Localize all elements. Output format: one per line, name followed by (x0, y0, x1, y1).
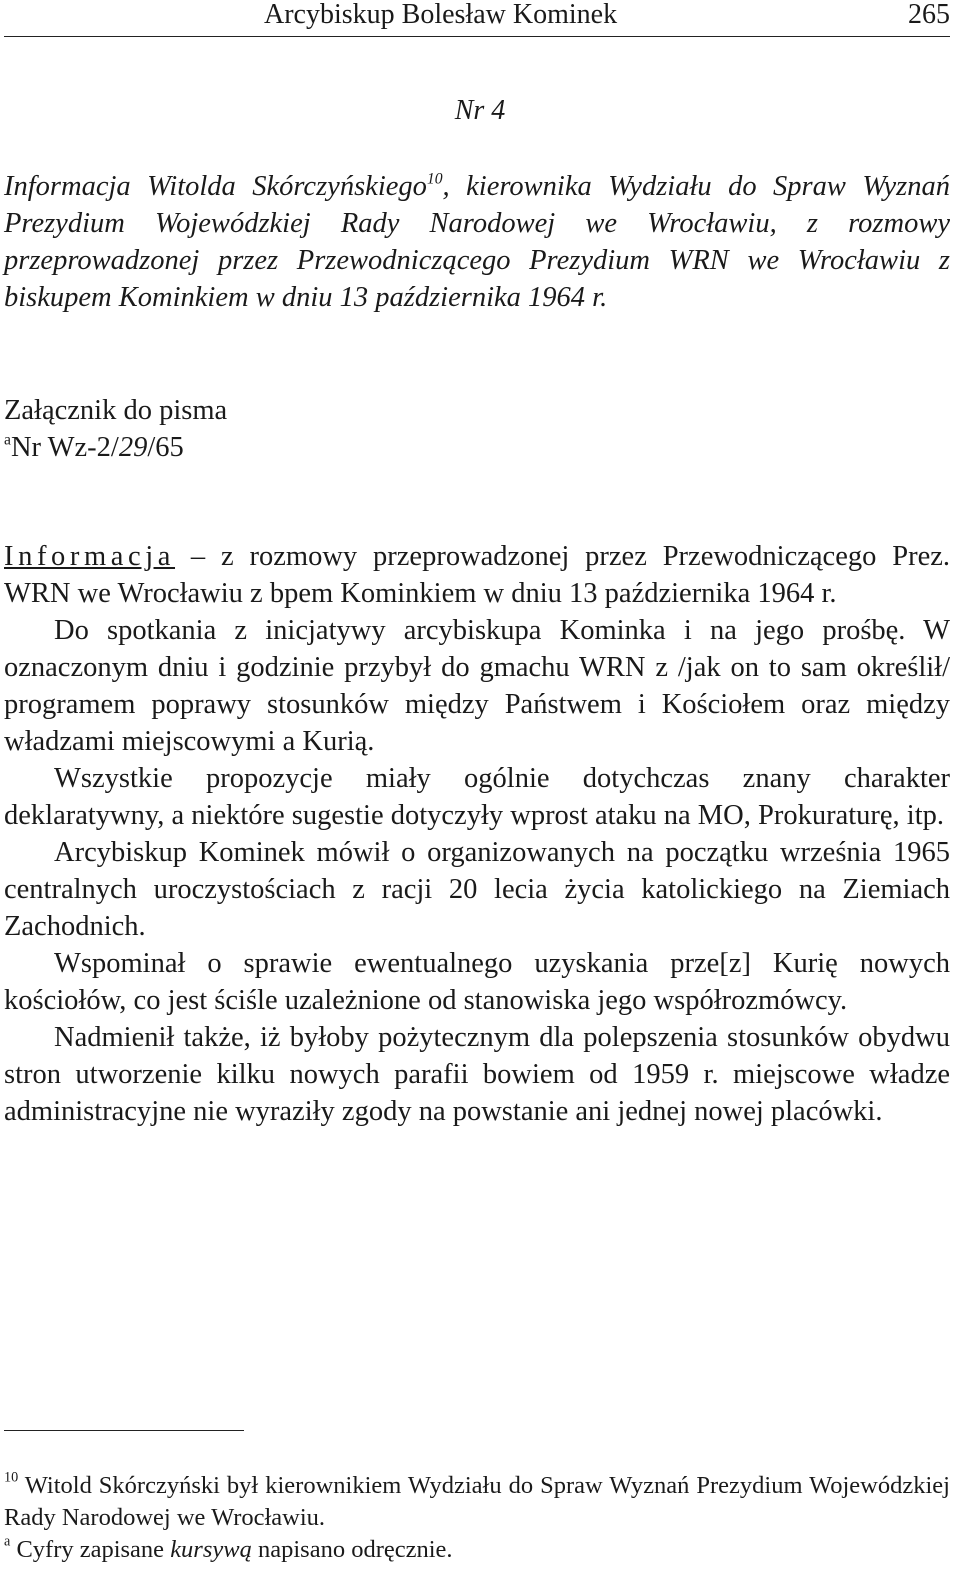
description-text-end: , kierownika Wydziału do Spraw Wyznań Prezydium Wojewódzkiej Rady Narodowej we Wrocławiu, z rozmowy przeprowadzonej przez Przewodniczącego Prezydium WRN we Wrocławiu z biskupem Kominkiem w dniu 13 października 1964 r. (4, 171, 950, 313)
document-description (4, 168, 950, 316)
document-number: Nr 4 (454, 95, 506, 126)
footnote-mark: a (4, 1533, 11, 1550)
footnote-reference: 10 (426, 170, 443, 188)
footnote-rule (4, 1430, 244, 1431)
footnote-10 (4, 1470, 950, 1534)
footnote-reference-a: a (4, 431, 11, 449)
document-body (4, 538, 950, 1130)
body-paragraph: Wspominał o sprawie ewentualnego uzyskania prze[z] Kurię nowych kościołów, co jest ściśle uzależnione od stanowiska jego współrozmówcy. (4, 948, 950, 1016)
page-number: 265 (908, 0, 950, 30)
attachment-number-suffix: /65 (147, 432, 184, 463)
body-paragraph: Nadmienił także, iż byłoby pożytecznym dla polepszenia stosunków obydwu stron utworzenie kilku nowych parafii bowiem od 1959 r. miejscowe władze administracyjne nie wyraziły zgody na powstanie ani jednej nowej placówki. (4, 1022, 950, 1127)
footnote-text-after: napisano odręcznie. (251, 1536, 453, 1563)
body-heading (4, 538, 950, 612)
heading-word: Informacja (4, 541, 176, 572)
heading-rest: – z rozmowy przeprowadzonej przez Przewodniczącego Prez. WRN we Wrocławiu z bpem Kominkiem w dniu 13 października 1964 r. (4, 541, 950, 609)
footnote-mark: 10 (4, 1469, 19, 1486)
attachment-number-prefix: Nr Wz-2/ (10, 432, 119, 463)
running-header-title: Arcybiskup Bolesław Kominek (264, 0, 618, 30)
description-text-start: Informacja Witolda Skórczyńskiego (4, 171, 427, 202)
footnote-a (4, 1534, 950, 1566)
attachment-label: Załącznik do pisma (4, 395, 228, 426)
running-header (4, 0, 950, 36)
footnote-text-italic: kursywą (170, 1536, 252, 1563)
body-paragraph: Do spotkania z inicjatywy arcybiskupa Kominka i na jego prośbę. W oznaczonym dniu i godzinie przybył do gmachu WRN z /jak on to sam określił/ programem poprawy stosunków między Państwem i Kościołem oraz między władzami miejscowymi a Kurią. (4, 615, 950, 757)
footnotes (4, 1470, 950, 1566)
attachment-number (4, 429, 227, 466)
footnote-text-before: Cyfry zapisane (10, 1536, 171, 1563)
attachment-note (4, 392, 227, 466)
footnote-text: Witold Skórczyński był kierownikiem Wydziału do Spraw Wyznań Prezydium Wojewódzkiej Rady Narodowej we Wrocławiu. (4, 1472, 950, 1531)
attachment-number-handwritten: 29 (118, 432, 148, 463)
body-paragraph: Arcybiskup Kominek mówił o organizowanych na początku września 1965 centralnych uroczystościach z racji 20 lecia życia katolickiego na Ziemiach Zachodnich. (4, 837, 950, 942)
header-rule (4, 36, 950, 37)
body-paragraph: Wszystkie propozycje miały ogólnie dotychczas znany charakter deklaratywny, a niektóre sugestie dotyczyły wprost ataku na MO, Prokuraturę, itp. (4, 763, 950, 831)
